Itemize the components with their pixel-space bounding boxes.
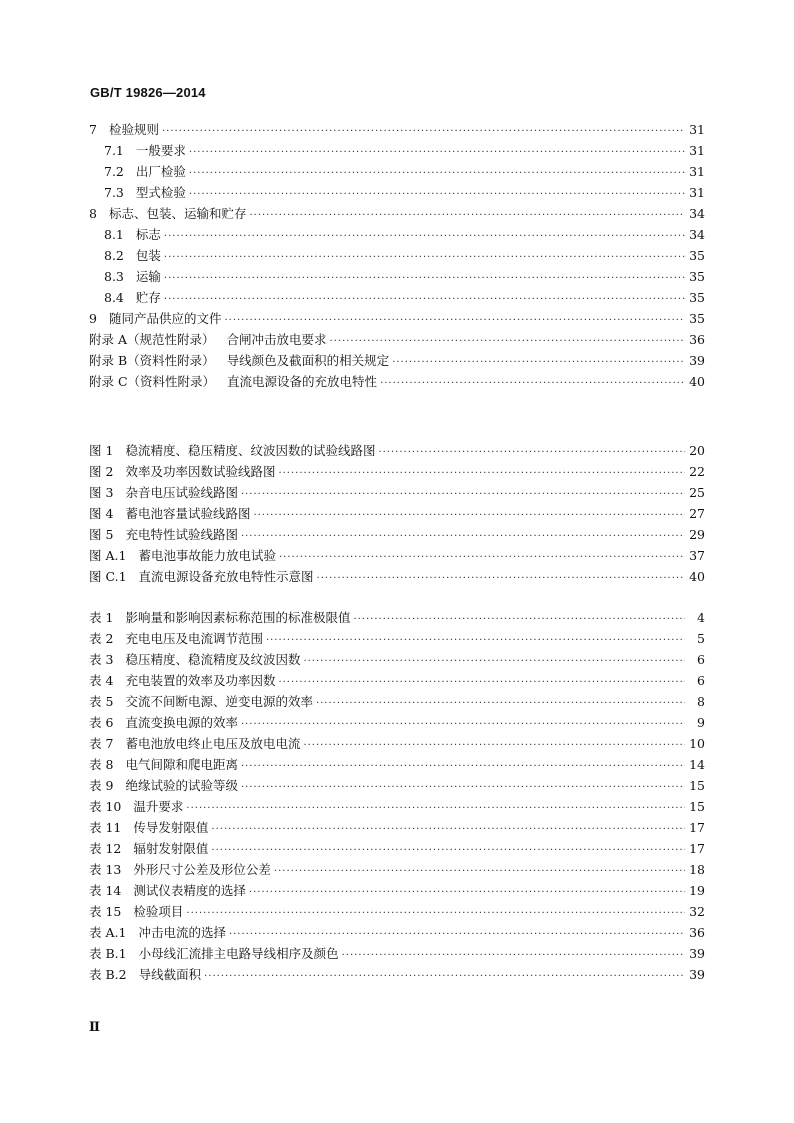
entry-page-number: 6 <box>697 673 705 688</box>
entry-title: 型式检验 <box>135 185 186 200</box>
entry-page-number: 9 <box>697 715 705 730</box>
dot-leader <box>189 142 685 163</box>
entry-page-number: 29 <box>689 527 705 542</box>
toc-section-entry <box>89 329 705 350</box>
dot-leader <box>330 331 685 352</box>
entry-title: 稳压精度、稳流精度及纹波因数 <box>125 652 301 667</box>
entry-number: 图 2 <box>89 464 114 479</box>
entry-number: 表 2 <box>89 631 114 646</box>
entry-page-number: 17 <box>689 841 705 856</box>
entry-page-number: 31 <box>689 185 705 200</box>
entry-title: 传导发射限值 <box>133 820 209 835</box>
entry-page-number: 40 <box>689 374 705 389</box>
entry-title: 贮存 <box>135 290 161 305</box>
dot-leader <box>253 505 685 526</box>
toc-section-entry <box>89 350 705 371</box>
toc-section-entry <box>89 203 705 224</box>
entry-page-number: 31 <box>689 122 705 137</box>
entry-title: 标志 <box>135 227 161 242</box>
entry-title: 合闸冲击放电要求 <box>226 332 327 347</box>
entry-title: 导线颜色及截面积的相关规定 <box>226 353 390 368</box>
toc-section-entry <box>89 161 705 182</box>
toc-table-entry <box>89 712 705 733</box>
entry-page-number: 31 <box>689 143 705 158</box>
entry-number: 图 A.1 <box>89 548 127 563</box>
toc-table-entry <box>89 691 705 712</box>
entry-number: 7.2 <box>104 164 124 179</box>
dot-leader <box>229 924 685 945</box>
dot-leader <box>316 693 685 714</box>
entry-number: 表 A.1 <box>89 925 127 940</box>
entry-title: 检验项目 <box>133 904 184 919</box>
dot-leader <box>211 840 685 861</box>
toc-table-entry <box>89 964 705 985</box>
dot-leader <box>303 651 685 672</box>
entry-number: 7.3 <box>104 185 124 200</box>
dot-leader <box>241 526 685 547</box>
dot-leader <box>378 442 685 463</box>
entry-number: 图 3 <box>89 485 114 500</box>
dot-leader <box>342 945 685 966</box>
entry-number: 8.2 <box>104 248 124 263</box>
toc-section-entry <box>89 371 705 392</box>
entry-number: 7.1 <box>104 143 124 158</box>
dot-leader <box>249 882 685 903</box>
entry-page-number: 39 <box>689 967 705 982</box>
entry-page-number: 39 <box>689 353 705 368</box>
entry-number: 表 7 <box>89 736 114 751</box>
entry-page-number: 15 <box>689 778 705 793</box>
toc-section-entry <box>89 119 705 140</box>
dot-leader <box>189 184 685 205</box>
entry-number: 7 <box>89 122 97 137</box>
entry-number: 图 1 <box>89 443 114 458</box>
entry-title: 运输 <box>135 269 161 284</box>
entry-title: 充电装置的效率及功率因数 <box>125 673 276 688</box>
entry-page-number: 39 <box>689 946 705 961</box>
toc-table-entry <box>89 796 705 817</box>
toc-table-entry <box>89 670 705 691</box>
toc-figure-entry <box>89 440 705 461</box>
dot-leader <box>249 205 685 226</box>
entry-number: 表 12 <box>89 841 122 856</box>
entry-page-number: 17 <box>689 820 705 835</box>
entry-title: 杂音电压试验线路图 <box>125 485 238 500</box>
entry-page-number: 32 <box>689 904 705 919</box>
entry-page-number: 10 <box>689 736 705 751</box>
dot-leader <box>164 226 685 247</box>
entry-number: 8.1 <box>104 227 124 242</box>
dot-leader <box>241 714 685 735</box>
toc-section-entry <box>89 308 705 329</box>
entry-title: 蓄电池放电终止电压及放电电流 <box>125 736 301 751</box>
entry-title: 辐射发射限值 <box>133 841 209 856</box>
entry-page-number: 35 <box>689 290 705 305</box>
dot-leader <box>380 373 685 394</box>
toc-section-entry <box>89 224 705 245</box>
dot-leader <box>274 861 685 882</box>
toc-figure-entry <box>89 482 705 503</box>
entry-page-number: 35 <box>689 248 705 263</box>
entry-title: 效率及功率因数试验线路图 <box>125 464 276 479</box>
toc-figure-entry <box>89 566 705 587</box>
toc-table-entry <box>89 817 705 838</box>
entry-title: 直流变换电源的效率 <box>125 715 238 730</box>
entry-page-number: 18 <box>689 862 705 877</box>
entry-number: 附录 C（资料性附录） <box>89 374 216 389</box>
dot-leader <box>392 352 685 373</box>
entry-number: 表 6 <box>89 715 114 730</box>
entry-title: 影响量和影响因素标称范围的标准极限值 <box>125 610 351 625</box>
entry-page-number: 15 <box>689 799 705 814</box>
entry-page-number: 34 <box>689 227 705 242</box>
toc-table-entry <box>89 607 705 628</box>
entry-title: 随同产品供应的文件 <box>108 311 222 326</box>
dot-leader <box>241 777 685 798</box>
entry-title: 蓄电池容量试验线路图 <box>125 506 251 521</box>
entry-title: 测试仪表精度的选择 <box>133 883 246 898</box>
dot-leader <box>353 609 685 630</box>
entry-number: 附录 B（资料性附录） <box>89 353 215 368</box>
toc-section-entry <box>89 182 705 203</box>
toc-table-entry <box>89 754 705 775</box>
dot-leader <box>164 268 685 289</box>
entry-title: 一般要求 <box>135 143 186 158</box>
dot-leader <box>164 247 685 268</box>
entry-page-number: 36 <box>689 332 705 347</box>
toc-table-entry <box>89 775 705 796</box>
entry-title: 出厂检验 <box>135 164 186 179</box>
entry-title: 小母线汇流排主电路导线相序及颜色 <box>138 946 339 961</box>
entry-title: 导线截面积 <box>138 967 202 982</box>
entry-title: 标志、包装、运输和贮存 <box>108 206 247 221</box>
entry-number: 表 B.2 <box>89 967 127 982</box>
entry-number: 附录 A（规范性附录） <box>89 332 215 347</box>
toc-section-entry <box>89 287 705 308</box>
dot-leader <box>241 484 685 505</box>
entry-title: 冲击电流的选择 <box>138 925 226 940</box>
toc-table-entry <box>89 838 705 859</box>
entry-page-number: 5 <box>697 631 705 646</box>
toc-table-entry <box>89 922 705 943</box>
dot-leader <box>241 756 685 777</box>
entry-page-number: 8 <box>697 694 705 709</box>
entry-number: 表 11 <box>89 820 122 835</box>
toc-sections <box>89 119 705 392</box>
entry-number: 表 8 <box>89 757 114 772</box>
entry-page-number: 22 <box>689 464 705 479</box>
entry-page-number: 19 <box>689 883 705 898</box>
entry-number: 表 4 <box>89 673 114 688</box>
toc-figure-entry <box>89 545 705 566</box>
toc-table-entry <box>89 859 705 880</box>
entry-number: 表 14 <box>89 883 122 898</box>
entry-page-number: 31 <box>689 164 705 179</box>
entry-title: 充电电压及电流调节范围 <box>125 631 263 646</box>
dot-leader <box>162 121 685 142</box>
toc-figure-entry <box>89 461 705 482</box>
entry-page-number: 4 <box>697 610 705 625</box>
entry-number: 表 9 <box>89 778 114 793</box>
entry-number: 表 1 <box>89 610 114 625</box>
toc-tables <box>89 607 705 985</box>
entry-title: 充电特性试验线路图 <box>125 527 238 542</box>
dot-leader <box>279 547 685 568</box>
entry-number: 图 5 <box>89 527 114 542</box>
entry-number: 8.3 <box>104 269 124 284</box>
entry-title: 直流电源设备充放电特性示意图 <box>138 569 314 584</box>
entry-page-number: 20 <box>689 443 705 458</box>
entry-page-number: 6 <box>697 652 705 667</box>
entry-number: 表 3 <box>89 652 114 667</box>
standard-id-header: GB/T 19826—2014 <box>90 85 206 100</box>
entry-page-number: 36 <box>689 925 705 940</box>
entry-page-number: 35 <box>689 269 705 284</box>
toc-section-entry <box>89 266 705 287</box>
toc-figures <box>89 440 705 587</box>
toc-table-entry <box>89 649 705 670</box>
entry-number: 8.4 <box>104 290 124 305</box>
entry-page-number: 40 <box>689 569 705 584</box>
entry-number: 表 15 <box>89 904 122 919</box>
toc-table-entry <box>89 943 705 964</box>
dot-leader <box>164 289 685 310</box>
toc-figure-entry <box>89 524 705 545</box>
entry-number: 8 <box>89 206 97 221</box>
entry-page-number: 27 <box>689 506 705 521</box>
entry-page-number: 34 <box>689 206 705 221</box>
page-numeral: Ⅱ <box>89 1020 100 1035</box>
entry-title: 包装 <box>135 248 161 263</box>
entry-title: 温升要求 <box>133 799 184 814</box>
toc-table-entry <box>89 880 705 901</box>
toc-table-entry <box>89 628 705 649</box>
dot-leader <box>224 310 685 331</box>
entry-title: 检验规则 <box>108 122 159 137</box>
toc-table-entry <box>89 733 705 754</box>
dot-leader <box>266 630 685 651</box>
entry-title: 蓄电池事故能力放电试验 <box>138 548 276 563</box>
dot-leader <box>303 735 685 756</box>
dot-leader <box>204 966 685 987</box>
dot-leader <box>186 798 685 819</box>
dot-leader <box>189 163 685 184</box>
entry-title: 绝缘试验的试验等级 <box>125 778 238 793</box>
toc-section-entry <box>89 140 705 161</box>
entry-page-number: 14 <box>689 757 705 772</box>
dot-leader <box>278 463 685 484</box>
entry-title: 外形尺寸公差及形位公差 <box>133 862 271 877</box>
dot-leader <box>186 903 685 924</box>
entry-page-number: 35 <box>689 311 705 326</box>
dot-leader <box>211 819 685 840</box>
toc-section-entry <box>89 245 705 266</box>
toc-table-entry <box>89 901 705 922</box>
entry-title: 直流电源设备的充放电特性 <box>227 374 378 389</box>
entry-number: 图 4 <box>89 506 114 521</box>
entry-number: 9 <box>89 311 97 326</box>
entry-title: 交流不间断电源、逆变电源的效率 <box>125 694 313 709</box>
entry-page-number: 25 <box>689 485 705 500</box>
dot-leader <box>317 568 685 589</box>
entry-page-number: 37 <box>689 548 705 563</box>
entry-number: 表 13 <box>89 862 122 877</box>
entry-title: 稳流精度、稳压精度、纹波因数的试验线路图 <box>125 443 376 458</box>
dot-leader <box>278 672 685 693</box>
entry-number: 表 10 <box>89 799 122 814</box>
entry-title: 电气间隙和爬电距离 <box>125 757 238 772</box>
toc-figure-entry <box>89 503 705 524</box>
entry-number: 图 C.1 <box>89 569 127 584</box>
entry-number: 表 5 <box>89 694 114 709</box>
entry-number: 表 B.1 <box>89 946 127 961</box>
